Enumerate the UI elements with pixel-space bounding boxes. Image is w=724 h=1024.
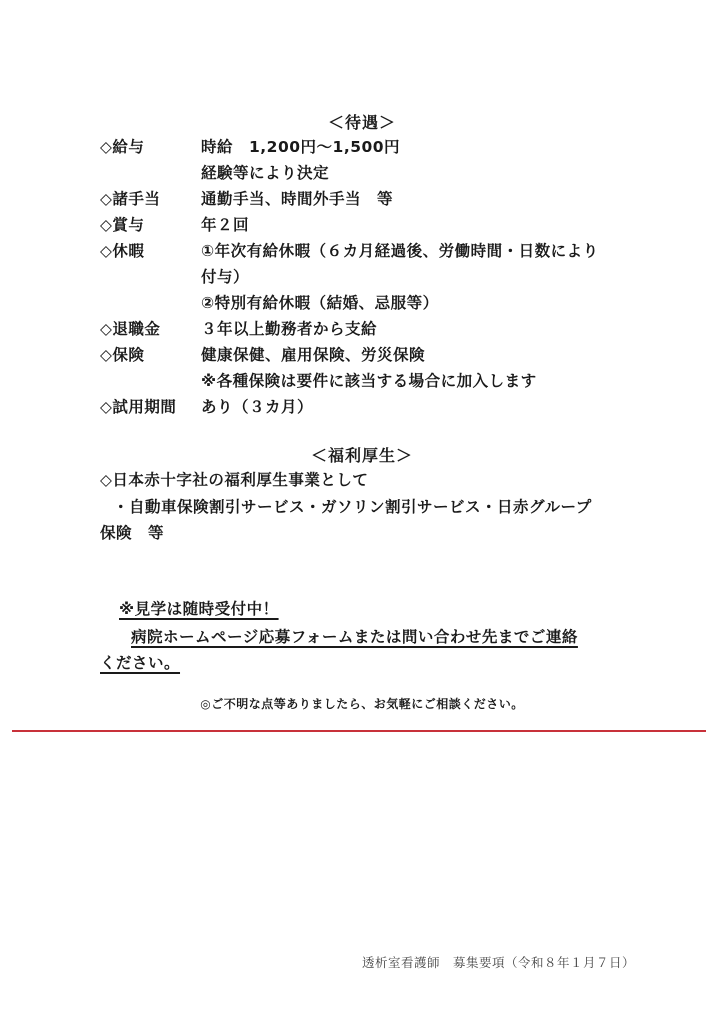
benefit-label: ◇試用期間 bbox=[100, 398, 177, 416]
visit-line-2: 病院ホームページ応募フォームまたは問い合わせ先までご連絡 bbox=[131, 628, 578, 646]
insurance-note: ※各種保険は要件に該当する場合に加入します bbox=[201, 372, 537, 390]
benefit-label: ◇諸手当 bbox=[100, 190, 161, 208]
welfare-heading: ＜福利厚生＞ bbox=[310, 446, 413, 465]
visit-line-3: ください。 bbox=[100, 654, 181, 672]
salary-note: 経験等により決定 bbox=[201, 164, 330, 182]
benefit-value: 時給 1,200円～1,500円 bbox=[201, 138, 401, 156]
benefit-value: 健康保健、雇用保険、労災保険 bbox=[201, 346, 426, 364]
divider-line bbox=[12, 730, 706, 732]
leave-continuation: 付与） bbox=[201, 268, 250, 286]
benefits-heading: ＜待遇＞ bbox=[327, 113, 396, 132]
contact-note: ◎ご不明な点等ありましたら、お気軽にご相談ください。 bbox=[200, 697, 524, 711]
benefit-label: ◇賞与 bbox=[100, 216, 145, 234]
leave-special: ②特別有給休暇（結婚、忌服等） bbox=[201, 294, 439, 312]
benefit-value: 年２回 bbox=[201, 216, 250, 234]
welfare-line-1: ・自動車保険割引サービス・ガソリン割引サービス・日赤グループ bbox=[113, 498, 592, 516]
visit-line-1: ※見学は随時受付中！ bbox=[119, 600, 279, 618]
benefit-value: ３年以上勤務者から支給 bbox=[201, 320, 378, 338]
benefit-label: ◇給与 bbox=[100, 138, 145, 156]
benefit-label: ◇保険 bbox=[100, 346, 145, 364]
benefit-label: ◇退職金 bbox=[100, 320, 161, 338]
benefit-value: ①年次有給休暇（６カ月経過後、労働時間・日数により bbox=[201, 242, 599, 260]
footer-caption: 透析室看護師 募集要項（令和８年１月７日） bbox=[362, 955, 636, 970]
welfare-line-2: 保険 等 bbox=[100, 524, 165, 542]
benefit-value: あり（３カ月） bbox=[201, 398, 314, 416]
benefit-value: 通勤手当、時間外手当 等 bbox=[201, 190, 394, 208]
benefit-label: ◇休暇 bbox=[100, 242, 145, 260]
welfare-intro: ◇日本赤十字社の福利厚生事業として bbox=[100, 471, 369, 489]
